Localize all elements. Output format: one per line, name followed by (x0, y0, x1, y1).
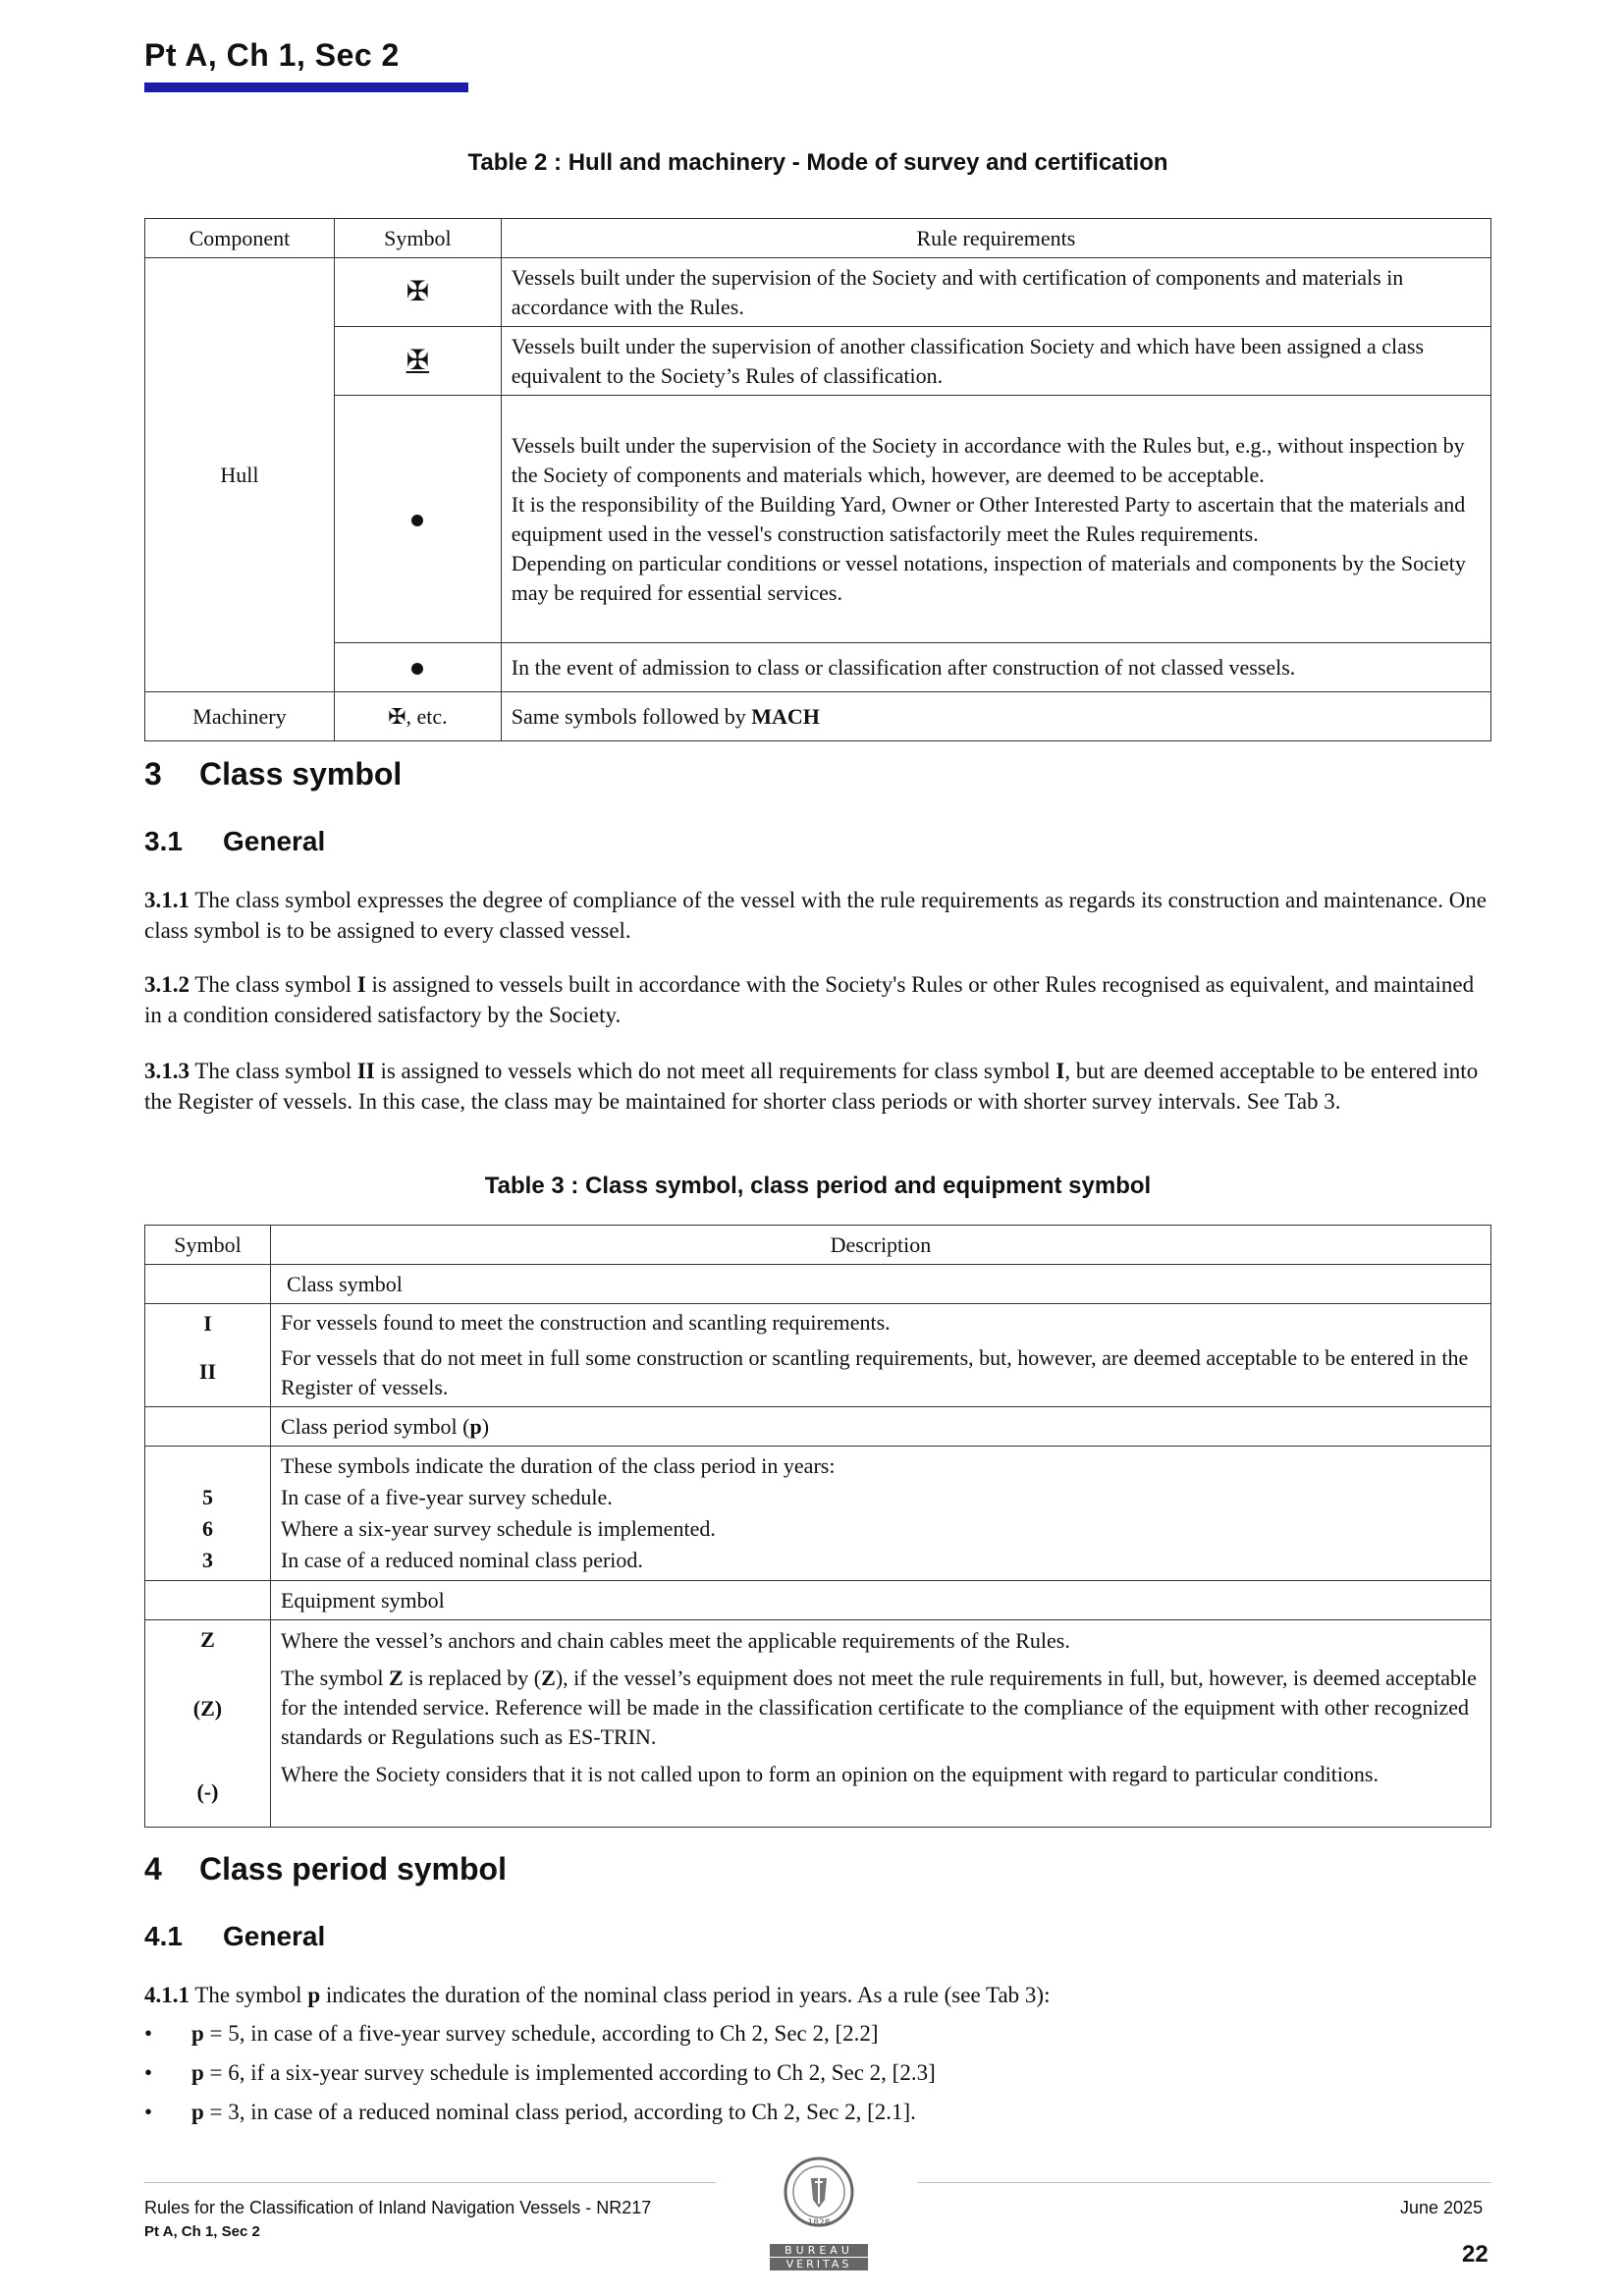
section-4-1-heading: 4.1 General (144, 1921, 326, 1951)
header-rule (144, 82, 468, 92)
table2-header-symbol: Symbol (334, 219, 501, 258)
maltese-cross-icon: ✠ (334, 258, 501, 327)
hull-row-text: Vessels built under the supervision of another classification Society and which have been assigned a class equivalent to the Society’s Rules of classification. (501, 327, 1490, 396)
symbol-cell: I II (145, 1304, 271, 1407)
hull-label: Hull (145, 258, 335, 692)
table-row (145, 1620, 1491, 1828)
bullet-icon: • (144, 2021, 153, 2046)
footer-rule-right (918, 2182, 1491, 2183)
table3-header-symbol: Symbol (145, 1226, 271, 1265)
table-row (145, 692, 1491, 741)
table-row (145, 1581, 1491, 1620)
table-row (145, 396, 1491, 643)
table-row (145, 1265, 1491, 1304)
table3-caption: Table 3 : Class symbol, class period and equipment symbol (484, 1173, 1152, 1199)
hull-row-text (501, 396, 1490, 643)
list-item: • p = 6, if a six-year survey schedule is implemented according to Ch 2, Sec 2, [2.3] (144, 2057, 1491, 2088)
table-row (145, 258, 1491, 327)
hull-row-text: Vessels built under the supervision of the Society and with certification of components and materials in accordance with the Rules. (501, 258, 1490, 327)
para-3-1-2: 3.1.2 The class symbol I is assigned to vessels built in accordance with the Society's Rules or other Rules recognised as equivalent, and maintained in a condition considered satisfactory by the Society. (144, 972, 1475, 1027)
table3 (144, 1225, 1491, 1828)
footer-section: Pt A, Ch 1, Sec 2 (144, 2223, 260, 2240)
table2-header-component: Component (145, 219, 335, 258)
hull-row-text: In the event of admission to class or classification after construction of not classed vessels. (501, 643, 1490, 692)
group-equipment-symbol: Equipment symbol (270, 1581, 1490, 1620)
group-class-period: Class period symbol (p) (270, 1407, 1490, 1447)
hull-row-text-3: Depending on particular conditions or vessel notations, inspection of materials and components by the Society may be required for essential services. (511, 550, 1466, 605)
section-3-1-heading: 3.1 General (144, 826, 326, 856)
machinery-label: Machinery (145, 692, 335, 741)
para-3-1-3: 3.1.3 The class symbol II is assigned to vessels which do not meet all requirements for class symbol I, but are deemed acceptable to be entered into the Register of vessels. In this case, the class may be maintained for shorter class periods or with shorter survey intervals. See Tab 3. (144, 1059, 1479, 1114)
description-cell: These symbols indicate the duration of the class period in years: In case of a five-year survey schedule. Where a six-year survey schedule is implemented. In case of a reduced nominal class period. (270, 1447, 1490, 1581)
bullet-icon: • (144, 2060, 153, 2085)
description-cell: Where the vessel’s anchors and chain cables meet the applicable requirements of the Rules. The symbol Z is replaced by (Z), if the vessel’s equipment does not meet the rule requirements in full, but, however, is deemed acceptable for the intended service. Reference will be made in the classification certificate to the compliance of the equipment with other recognized standards or Regulations such as ES-TRIN. Where the Society considers that it is not called upon to form an opinion on the equipment with regard to particular conditions. (270, 1620, 1490, 1828)
bullet-symbol-icon (334, 396, 501, 643)
table-row (145, 1447, 1491, 1581)
hull-row-text-1: Vessels built under the supervision of the Society in accordance with the Rules but, e.g., without inspection by the Society of components and materials which, however, are deemed to be acceptable. (511, 432, 1465, 487)
table-row (145, 1304, 1491, 1407)
description-cell: For vessels found to meet the construction and scantling requirements. For vessels that do not meet in full some construction or scantling requirements, but, however, are deemed acceptable to be entered in the Register of vessels. (270, 1304, 1490, 1407)
table2 (144, 218, 1491, 741)
table-row (145, 643, 1491, 692)
footer-title: Rules for the Classification of Inland Navigation Vessels - NR217 (144, 2198, 652, 2217)
table-row (145, 327, 1491, 396)
table-row (145, 1407, 1491, 1447)
para-3-1-1: 3.1.1 The class symbol expresses the degree of compliance of the vessel with the rule requirements as regards its construction and maintenance. One class symbol is to be assigned to every classed vessel. (144, 888, 1488, 943)
machinery-text: Same symbols followed by MACH (501, 692, 1490, 741)
table3-header-row (145, 1226, 1491, 1265)
hull-row-text-2: It is the responsibility of the Building Yard, Owner or Other Interested Party to ascertain that the materials and equipment used in the vessel's construction satisfactorily meet the Rules requirements. (511, 491, 1466, 546)
maltese-cross-underlined-icon: ✠ (334, 327, 501, 396)
symbol-cell: Z (Z) (-) (145, 1620, 271, 1828)
para-4-1-1: 4.1.1 The symbol p indicates the duration of the nominal class period in years. As a rule (see Tab 3): (144, 1983, 1051, 2007)
running-header: Pt A, Ch 1, Sec 2 (144, 37, 400, 73)
logo-text-1: BUREAU (770, 2244, 868, 2257)
footer-date: June 2025 (1400, 2198, 1484, 2217)
list-item: • p = 3, in case of a reduced nominal class period, according to Ch 2, Sec 2, [2.1]. (144, 2097, 1491, 2127)
table2-header-row (145, 219, 1491, 258)
page-number: 22 (1462, 2241, 1488, 2268)
table2-header-rules: Rule requirements (501, 219, 1490, 258)
bullet-symbol-icon (334, 643, 501, 692)
section-3-heading: 3 Class symbol (144, 756, 403, 792)
section-4-heading: 4 Class period symbol (144, 1851, 507, 1886)
svg-text:1828: 1828 (807, 2218, 831, 2228)
table3-header-description: Description (270, 1226, 1490, 1265)
footer-rule-left (144, 2182, 716, 2183)
list-item: • p = 5, in case of a five-year survey schedule, according to Ch 2, Sec 2, [2.2] (144, 2018, 1491, 2049)
machinery-symbol: ✠, etc. (334, 692, 501, 741)
bullet-icon: • (144, 2100, 153, 2124)
table2-caption: Table 2 : Hull and machinery - Mode of survey and certification (467, 149, 1168, 176)
logo-seal-icon (770, 2149, 868, 2237)
group-class-symbol: Class symbol (270, 1265, 1490, 1304)
logo-text-2: VERITAS (770, 2258, 868, 2270)
symbol-cell: 5 6 3 (145, 1447, 271, 1581)
bureau-veritas-logo (770, 2149, 868, 2270)
